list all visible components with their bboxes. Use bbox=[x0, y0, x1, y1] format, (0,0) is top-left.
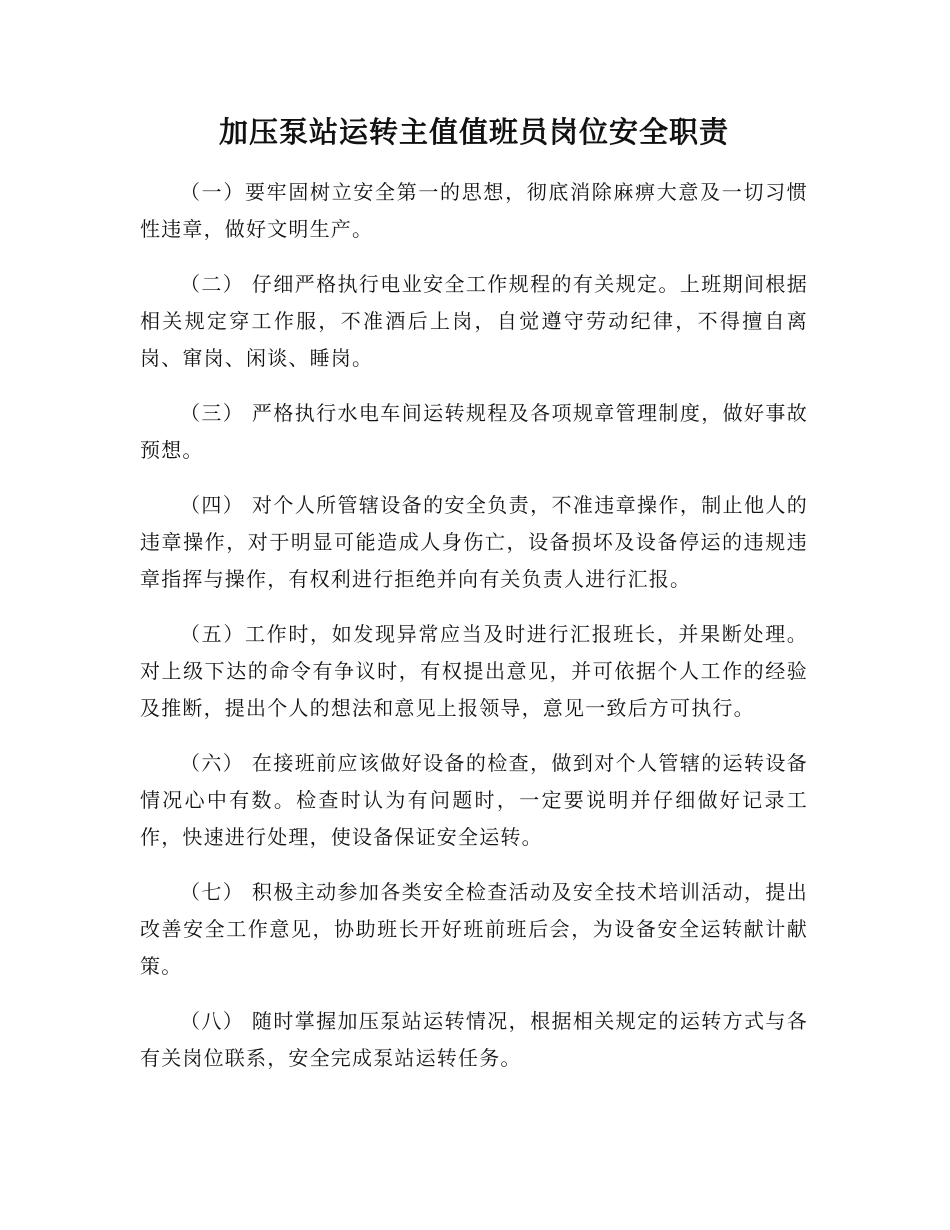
paragraph-2: （二） 仔细严格执行电业安全工作规程的有关规定。上班期间根据相关规定穿工作服，不准酒后上岗，自觉遵守劳动纪律，不得擅自离岗、窜岗、闲谈、睡岗。 bbox=[140, 272, 808, 370]
paragraph-5: （五）工作时，如发现异常应当及时进行汇报班长，并果断处理。对上级下达的命令有争议时，有权提出意见，并可依据个人工作的经验及推断，提出个人的想法和意见上报领导，意见一致后方可执行。 bbox=[140, 622, 808, 720]
document-body bbox=[140, 112, 808, 1095]
paragraph-6: （六） 在接班前应该做好设备的检查，做到对个人管辖的运转设备情况心中有数。检查时认为有问题时，一定要说明并仔细做好记录工作，快速进行处理，使设备保证安全运转。 bbox=[140, 751, 808, 849]
paragraph-4: （四） 对个人所管辖设备的安全负责，不准违章操作，制止他人的违章操作，对于明显可能造成人身伤亡，设备损坏及设备停运的违规违章指挥与操作，有权利进行拒绝并向有关负责人进行汇报。 bbox=[140, 493, 808, 591]
paragraph-8: （八） 随时掌握加压泵站运转情况，根据相关规定的运转方式与各有关岗位联系，安全完成泵站运转任务。 bbox=[140, 1009, 808, 1070]
document-title: 加压泵站运转主值值班员岗位安全职责 bbox=[218, 115, 729, 149]
paragraph-1: （一）要牢固树立安全第一的思想，彻底消除麻痹大意及一切习惯性违章，做好文明生产。 bbox=[140, 180, 808, 241]
paragraph-7: （七） 积极主动参加各类安全检查活动及安全技术培训活动，提出改善安全工作意见，协助班长开好班前班后会，为设备安全运转献计献策。 bbox=[140, 880, 808, 978]
paragraph-3: （三） 严格执行水电车间运转规程及各项规章管理制度，做好事故预想。 bbox=[140, 401, 808, 462]
